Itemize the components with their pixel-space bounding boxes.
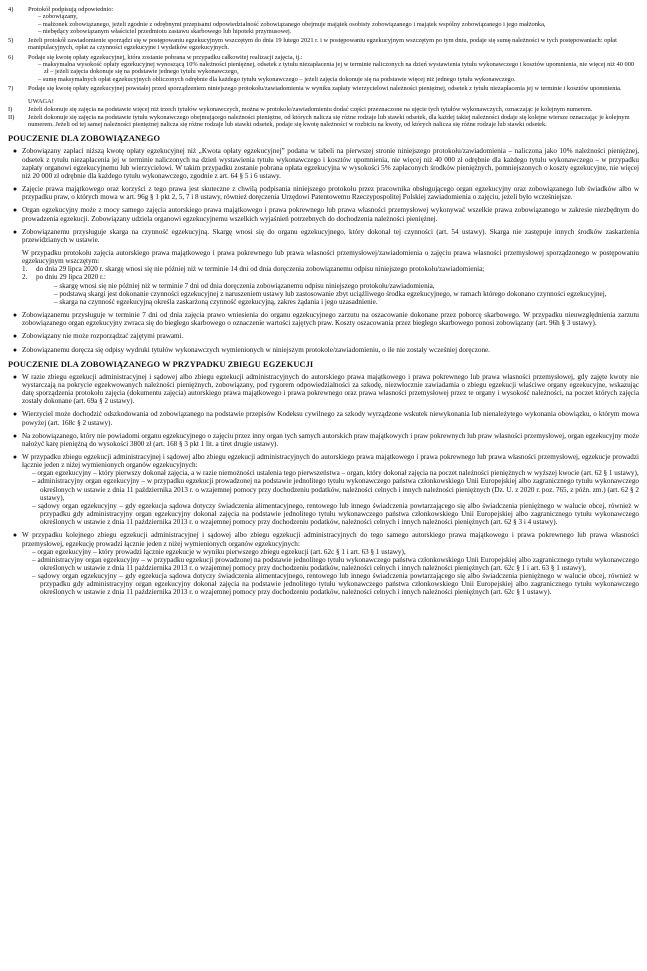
footnote-sub: – maksymalna wysokość opłaty egzekucyjnej wynoszącą 10% należności pieniężnej, odsetek z tytułu niezapłacenia jej w terminie naliczonych na dzień wystawienia tytułu wykonawczego i kosztów upomnienia, nie więcej niż 40 000 zł – jeżeli zajęcia dokonuje się na podstawie jednego tytułu wykonawczego, — [38, 61, 635, 76]
bullet-icon: ● — [12, 185, 18, 194]
bullet-item — [8, 185, 639, 201]
bullet-icon: ● — [12, 311, 18, 320]
section-heading-zbieg: POUCZENIE DLA ZOBOWIĄZANEGO W PRZYPADKU ZBIEGU EGZEKUCJI — [8, 359, 314, 369]
bullet-icon: ● — [12, 410, 18, 419]
sub-item: – organ egzekucyjny – który prowadzi łącznie egzekucje w wyniku pierwszego zbiegu egzekucji (art. 62c § 1 i art. 63 § 1 ustawy), — [32, 547, 406, 556]
bullet-item — [8, 410, 639, 426]
footnote-sub: – małżonek zobowiązanego, jeżeli zgodnie z odrębnymi przepisami odpowiedzialność zobowiązanego obejmuje majątek osobisty zobowiązanego i majątek wspólny zobowiązanego i jego małżonka, — [38, 20, 546, 28]
sub-item: – administracyjny organ egzekucyjny – w przypadku egzekucji prowadzonej na podstawie jednolitego tytułu wykonawczego państwa członkowskiego Unii Europejskiej albo zagranicznego tytułu wykonawczego określonych w ustawie z dnia 11 października 2013 r. o wzajemnej pomocy przy dochodzeniu podatków, należności celnych i innych należności pieniężnych (Dz. U. z 2020 r. poz. 765, z późn. zm.) (art. 62 § 2 ustawy), — [32, 477, 639, 502]
item-text: do dnia 29 lipca 2020 r. skargę wnosi się nie później niż w terminie 14 dni od dnia doręczenia zobowiązanemu odpisu niniejszego protokołu/zawiadomienia; — [36, 265, 485, 274]
bullet-item — [8, 332, 639, 340]
bullet-item — [8, 373, 639, 406]
item-text: po dniu 29 lipca 2020 r.: — [36, 273, 106, 282]
uwaga-item — [8, 106, 639, 113]
sub-item: – skarga na czynność egzekucyjną określa zaskarżoną czynność egzekucyjną, zakres żądania i jego uzasadnienie. — [54, 297, 378, 306]
paragraph-text: W przypadku protokołu zajęcia autorskiego prawa majątkowego i prawa pokrewnego lub prawa własności przemysłowej/zawiadomienia o zajęciu prawa własności przemysłowej sporządzonego w postępowaniu egzekucyjnym wszczętym: — [22, 249, 639, 266]
bullet-item — [8, 531, 639, 596]
bullet-item — [8, 206, 639, 222]
footnote-5 — [8, 37, 639, 52]
footnote-text: Protokół podpisują odpowiednio: — [28, 6, 114, 13]
section-zbieg — [8, 373, 639, 597]
bullet-text: Zobowiązanemu doręcza się odpisy wydruki tytułów wykonawczych wymienionych w niniejszym protokole/zawiadomieniu, o ile nie zostały wcześniej doręczone. — [22, 345, 490, 354]
uwaga-item — [8, 114, 639, 129]
uwaga-number: I) — [8, 105, 13, 113]
uwaga-text: Jeżeli dokonuje się zajęcia na podstawie więcej niż trzech tytułów wykonawczych, można w protokole/zawiadomieniu dodać części przeznaczone na ujęcie tych tytułów wykonawczych, oznaczając je kolejnym numerem. — [28, 105, 593, 113]
bullet-icon: ● — [12, 372, 18, 381]
footnote-sub: – niebędący zobowiązanym właściciel przedmiotu zastawu skarbowego lub hipoteki przymusowej. — [38, 27, 292, 35]
bullet-item — [8, 346, 639, 354]
item-number: 1. — [22, 265, 28, 274]
bullet-text: Wierzyciel może dochodzić odszkodowania od zobowiązanego na podstawie przepisów Kodeksu cywilnego za szkody wyrządzone wskutek niewykonania lub nienależytego wykonania obowiązku, o którym mowa powyżej (art. 168c § 2 ustawy). — [22, 410, 639, 427]
bullet-text: Organ egzekucyjny może z mocy samego zajęcia autorskiego prawa majątkowego i prawa pokrewnego lub prawa własności przemysłowej wykonywać wszelkie prawa zobowiązanego w zakresie niezbędnym do prowadzenia egzekucji. Zobowiązany udziela organowi egzekucyjnemu wszelkich wyjaśnień potrzebnych do dochodzenia należności pieniężnej. — [22, 206, 639, 223]
bullet-item — [8, 432, 639, 448]
bullet-item — [8, 228, 639, 244]
sub-item: – sądowy organ egzekucyjny – gdy egzekucja sądowa dotyczy świadczenia alimentacyjnego, rentowego lub innego świadczenia powtarzającego się albo świadczenia pieniężnego w walucie obcej, również w przypadku gdy administracyjny organ egzekucyjny dokonał zajęcia na podstawie jednolitego tytułu wykonawczego państwa członkowskiego Unii Europejskiej albo zagranicznego tytułu wykonawczego określonych w ustawie z dnia 11 października 2013 r. o wzajemnej pomocy przy dochodzeniu podatków, należności celnych i innych należności pieniężnych (art. 62 § 3 i 4 ustawy). — [32, 501, 639, 527]
bullet-text: W razie zbiegu egzekucji administracyjnej i sądowej albo zbiegu egzekucji administracyjnych do autorskiego prawa majątkowego i prawa pokrewnego lub prawa własności przemysłowej, gdy zajęte kwoty nie wystarczają na pokrycie egzekwowanych należności pieniężnych, zobowiązany, pod rygorem odpowiedzialności za szkodę, niezwłocznie zawiadamia o zbiegu egzekucji właściwe organy egzekucyjne, wskazując datę sporządzenia protokołu zajęcia (dokumentu zajęcia) autorskiego prawa majątkowego i prawa pokrewnego oraz prawa własności przemysłowej przez te organy i wysokość należności, na poczet których zajęcia zostały dokonane (art. 69a § 2 ustawy). — [22, 372, 639, 406]
section-pouczenie — [8, 147, 639, 353]
bullet-text: W przypadku zbiegu egzekucji administracyjnej i sądowej albo zbiegu egzekucji administracyjnych do autorskiego prawa majątkowego i prawa pokrewnego lub prawa własności przemysłowej, egzekucje prowadzi łącznie jeden z niżej wymienionych organów egzekucyjnych: — [22, 452, 639, 470]
paragraph-skarga — [22, 249, 639, 306]
bullet-text: Zobowiązany zapłaci niższą kwotę opłaty egzekucyjnej niż „Kwota opłaty egzekucyjnej” podana w tabeli na pierwszej stronie niniejszego protokołu/zawiadomienia – naliczona jako 10% należności pieniężnej, odsetek z tytułu niezapłacenia jej w terminie naliczonych na dzień wystawienia tytułu wykonawczego i kosztów upomnienia, nie więcej niż 40 000 zł odrębnie dla każdego tytułu wykonawczego – w przypadku zapłaty organowi egzekucyjnemu lub wierzycielowi. W takim przypadku zostanie pobrana opłata egzekucyjna w wysokości 5% zapłaconych środków pieniężnych, pomniejszonych o koszty egzekucyjne, nie więcej niż 20 000 zł odrębnie dla każdego tytułu wykonawczego, zgodnie z art. 64 § 5 i 6 ustawy. — [22, 147, 639, 180]
footnote-number: 7) — [8, 84, 14, 92]
footnote-number: 5) — [8, 37, 14, 45]
footnote-number: 4) — [8, 6, 14, 13]
bullet-icon: ● — [12, 206, 18, 215]
sub-item: – administracyjny organ egzekucyjny – w przypadku egzekucji prowadzonej na podstawie jednolitego tytułu wykonawczego państwa członkowskiego Unii Europejskiej albo zagranicznego tytułu wykonawczego określonych w ustawie z dnia 11 października 2013 r. o wzajemnej pomocy przy dochodzeniu podatków, należności celnych i innych należności pieniężnych (art. 62c § 1 i art. 63 § 1 ustawy), — [32, 555, 639, 573]
bullet-item — [8, 147, 639, 180]
bullet-text: Zobowiązany nie może rozporządzać zajętymi prawami. — [22, 332, 184, 341]
bullet-icon: ● — [12, 431, 18, 440]
sub-item: – organ egzekucyjny – który pierwszy dokonał zajęcia, a w razie niemożności ustalenia tego pierwszeństwa – organ, który dokonał zajęcia na poczet należności pieniężnych w wyższej kwocie (art. 62 § 1 ustawy), — [32, 469, 639, 478]
footnote-6 — [8, 54, 639, 83]
bullet-icon: ● — [12, 227, 18, 236]
numbered-item — [22, 265, 639, 273]
bullet-item — [8, 453, 639, 526]
bullet-item — [8, 311, 639, 327]
footnotes — [8, 6, 639, 128]
sub-item: – podstawą skargi jest dokonanie czynności egzekucyjnej z naruszeniem ustawy lub zastosowanie zbyt uciążliwego środka egzekucyjnego, w ramach którego dokonano czynności egzekucyjnej, — [54, 289, 607, 298]
sub-item: – skargę wnosi się nie później niż w terminie 7 dni od dnia doręczenia zobowiązanemu odpisu niniejszego protokołu/zawiadomienia, — [54, 281, 435, 290]
footnote-number: 6) — [8, 53, 14, 61]
numbered-item — [22, 273, 639, 281]
bullet-icon: ● — [12, 332, 18, 341]
bullet-icon: ● — [12, 147, 18, 156]
bullet-icon: ● — [12, 452, 18, 461]
footnote-7 — [8, 85, 639, 92]
uwaga-title: UWAGA! — [28, 98, 54, 106]
bullet-text: Zobowiązanemu przysługuje w terminie 7 dni od dnia zajęcia prawo wniesienia do organu egzekucyjnego zarzutu na oszacowanie dokonane przez poborcę skarbowego. W przypadku nieuwzględnienia zarzutu zobowiązanego organ egzekucyjny zwraca się do biegłego skarbowego o oznaczenie wartości zajętych praw. Koszty oszacowania przez biegłego skarbowego ponosi zobowiązany (art. 96h § 3 ustawy). — [22, 311, 639, 328]
footnote-text: Podaje się kwotę opłaty egzekucyjnej, która zostanie pobrana w przypadku całkowitej realizacji zajęcia, tj.: — [28, 53, 303, 61]
bullet-icon: ● — [12, 531, 18, 540]
bullet-text: Zobowiązanemu przysługuje skarga na czynność egzekucyjną. Skargę wnosi się do organu egzekucyjnego, który dokonał tej czynności (art. 54 ustawy). Skarga nie zastępuje innych środków zaskarżenia przewidzianych w ustawie. — [22, 227, 639, 244]
footnote-sub: – sumę maksymalnych opłat egzekucyjnych obliczonych odrębnie dla każdego tytułu wykonawczego – jeżeli zajęcia dokonuje się na podstawie więcej niż jednego tytułu wykonawczego. — [38, 75, 516, 83]
bullet-text: W przypadku kolejnego zbiegu egzekucji administracyjnej i sądowej albo zbiegu egzekucji administracyjnych do tego samego autorskiego prawa majątkowego i prawa pokrewnego lub prawa własności przemysłowej, egzekucję prowadzi łącznie jeden z niżej wymienionych organów egzekucyjnych: — [22, 531, 639, 548]
bullet-text: Zajęcie prawa majątkowego oraz korzyści z tego prawa jest skuteczne z chwilą podpisania niniejszego protokołu przez pracownika obsługującego organ egzekucyjny oraz zobowiązanego lub świadków albo w przypadku praw, o których mowa w art. 96g § 1 pkt 2, 5, 7 i 8 ustawy, również doręczenia Urzędowi Patentowemu Rzeczypospolitej Polskiej zawiadomienia o zajęciu, jeżeli było wcześniejsze. — [22, 185, 639, 202]
uwaga-text: Jeżeli dokonuje się zajęcia na podstawie tytułu wykonawczego obejmującego należności pieniężne, od których nalicza się różne rodzaje lub stawki odsetek, dla każdej takiej należności dodaje się kolejne wiersze oznaczając je kolejnym numerem. Jeżeli od tej samej należności pieniężnej nalicza się różne rodzaje lub stawki odsetek, podaje się kwotę należności w rozbiciu na kwoty, od których nalicza się różne rodzaje lub stawki odsetek. — [28, 113, 630, 129]
footnote-sub: – zobowiązany, — [38, 13, 78, 21]
footnote-text: Jeżeli protokół zawiadomienie sporządzi się w postępowaniu egzekucyjnym wszczętym do dnia 19 lutego 2021 r. i w postępowaniu egzekucyjnym wszczętym po tym dniu, podaje się sumę należności w tych postępowaniach: opłat manipulacyjnych, opłat za czynności egzekucyjne i wydatków egzekucyjnych. — [28, 37, 617, 52]
footnote-4 — [8, 6, 639, 35]
sub-item: – sądowy organ egzekucyjny – gdy egzekucja sądowa dotyczy świadczenia alimentacyjnego, rentowego lub innego świadczenia powtarzającego się albo świadczenia pieniężnego w walucie obcej, również w przypadku gdy administracyjny organ egzekucyjny dokonał zajęcia na podstawie jednolitego tytułu wykonawczego państwa członkowskiego Unii Europejskiej albo zagranicznego tytułu wykonawczego określonych w ustawie z dnia 11 października 2013 r. o wzajemnej pomocy przy dochodzeniu podatków, należności celnych i innych należności pieniężnych (art. 62c § 1 ustawy). — [32, 572, 639, 597]
footnote-text: Podaje się kwotę opłaty egzekucyjnej powstałej przed sporządzeniem niniejszego protokołu/zawiadomienia w wyniku zapłaty wierzycielowi należności pieniężnej, odsetek z tytułu niezapłacenia jej w terminie i kosztów upomnienia. — [28, 84, 622, 92]
uwaga-number: II) — [8, 113, 15, 121]
item-number: 2. — [22, 273, 28, 282]
bullet-text: Na zobowiązanego, który nie powiadomi organu egzekucyjnego o zajęciu przez inny organ tych samych autorskich praw majątkowych i praw pokrewnych lub praw własności przemysłowej, organ egzekucyjny może nałożyć karę pieniężną do wysokości 3800 zł (art. 168 § 3 pkt 1 lit. a tiret drugie ustawy). — [22, 431, 639, 448]
section-heading-pouczenie: POUCZENIE DLA ZOBOWIĄZANEGO — [8, 134, 161, 144]
bullet-icon: ● — [12, 345, 18, 354]
